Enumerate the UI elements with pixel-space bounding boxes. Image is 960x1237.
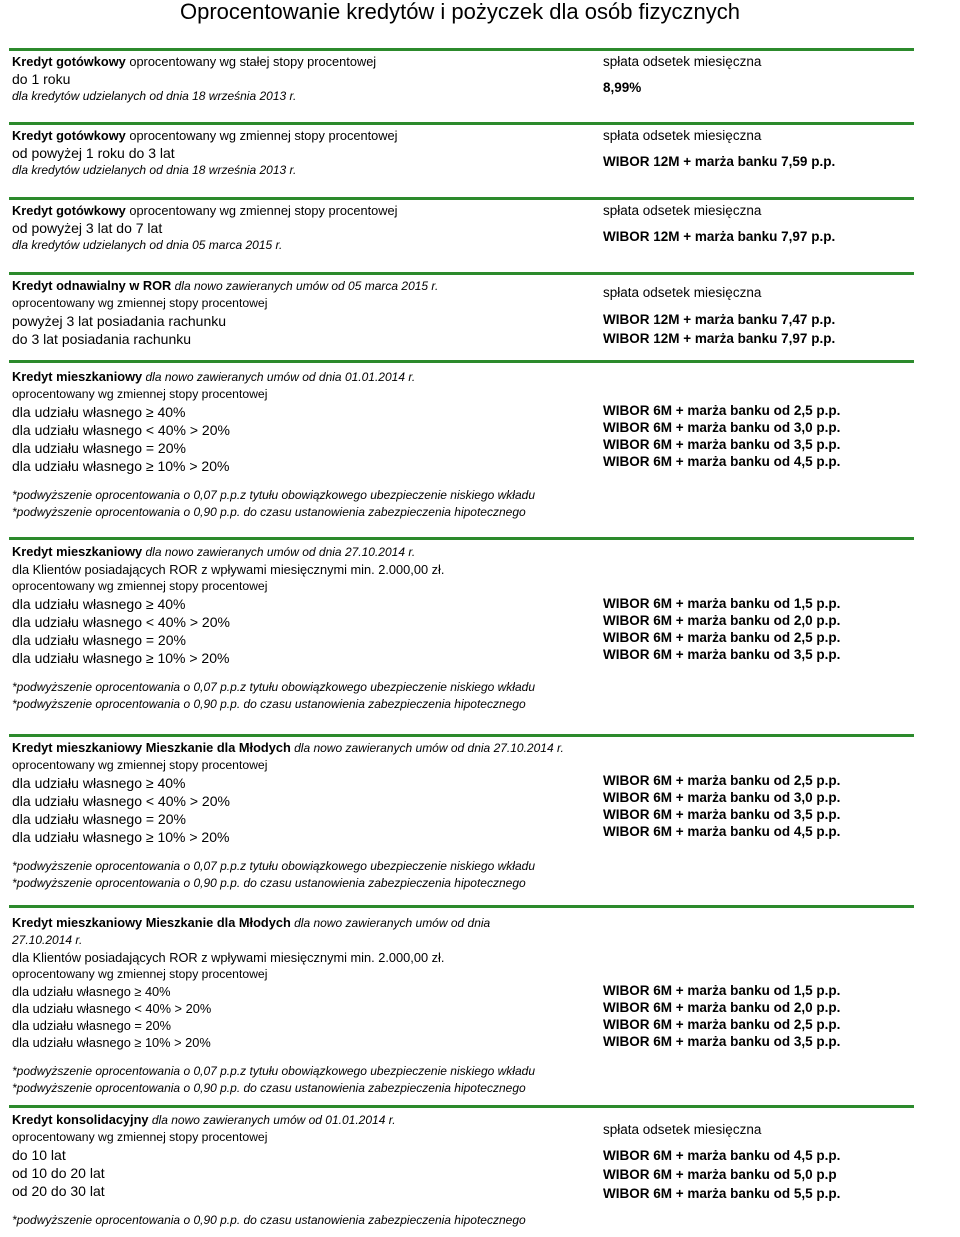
footnote: *podwyższenie oprocentowania o 0,90 p.p. do czasu ustanowienia zabezpieczenia hipotecznego xyxy=(12,1081,526,1095)
rate-value: WIBOR 6M + marża banku od 2,5 p.p. xyxy=(603,403,841,418)
rate-value: WIBOR 6M + marża banku od 2,0 p.p. xyxy=(603,1000,841,1015)
rate-type: oprocentowany wg zmiennej stopy procentowej xyxy=(12,1130,268,1144)
client-condition: dla Klientów posiadających ROR z wpływami miesięcznymi min. 2.000,00 zł. xyxy=(12,950,445,965)
offer-date: dla nowo zawieranych umów od 05 marca 2015 r. xyxy=(171,279,439,293)
rate-value: WIBOR 6M + marża banku od 3,5 p.p. xyxy=(603,1034,841,1049)
term-row: powyżej 3 lat posiadania rachunku xyxy=(12,313,227,329)
validity-note: dla kredytów udzielanych od dnia 18 września 2013 r. xyxy=(12,163,297,177)
footnote: *podwyższenie oprocentowania o 0,90 p.p. do czasu ustanowienia zabezpieczenia hipotecznego xyxy=(12,1213,526,1227)
own-contribution-row: dla udziału własnego < 40% > 20% xyxy=(12,793,230,809)
rate-value: WIBOR 6M + marża banku od 2,0 p.p. xyxy=(603,613,841,628)
offer-date: dla nowo zawieranych umów od 01.01.2014 r. xyxy=(148,1113,396,1127)
own-contribution-row: dla udziału własnego ≥ 10% > 20% xyxy=(12,1035,211,1050)
rate-value: WIBOR 12M + marża banku 7,47 p.p. xyxy=(603,312,836,327)
product-name: Kredyt mieszkaniowy Mieszkanie dla Młodych xyxy=(12,740,291,755)
rate-type: oprocentowany wg zmiennej stopy procentowej xyxy=(12,387,268,401)
term-row: do 3 lat posiadania rachunku xyxy=(12,331,192,347)
term: od powyżej 1 roku do 3 lat xyxy=(12,145,175,161)
repayment-label: spłata odsetek miesięczna xyxy=(603,285,762,300)
validity-note: dla kredytów udzielanych od dnia 05 marca 2015 r. xyxy=(12,238,283,252)
offer-date: dla nowo zawieranych umów od dnia 27.10.2014 r. xyxy=(142,545,416,559)
rate-type: oprocentowany wg zmiennej stopy procentowej xyxy=(125,128,398,143)
section-divider xyxy=(9,360,914,363)
rate-value: WIBOR 6M + marża banku od 2,5 p.p. xyxy=(603,630,841,645)
offer-date: dla nowo zawieranych umów od dnia 27.10.2014 r. xyxy=(290,741,564,755)
footnote: *podwyższenie oprocentowania o 0,90 p.p. do czasu ustanowienia zabezpieczenia hipotecznego xyxy=(12,876,526,890)
client-condition: dla Klientów posiadających ROR z wpływami miesięcznymi min. 2.000,00 zł. xyxy=(12,562,445,577)
own-contribution-row: dla udziału własnego = 20% xyxy=(12,811,186,827)
own-contribution-row: dla udziału własnego ≥ 40% xyxy=(12,404,186,420)
own-contribution-row: dla udziału własnego ≥ 40% xyxy=(12,596,186,612)
own-contribution-row: dla udziału własnego = 20% xyxy=(12,632,186,648)
term-row: od 20 do 30 lat xyxy=(12,1183,105,1199)
product-name: Kredyt konsolidacyjny xyxy=(12,1112,149,1127)
rate-value: WIBOR 6M + marża banku od 1,5 p.p. xyxy=(603,983,841,998)
footnote: *podwyższenie oprocentowania o 0,07 p.p.z tytułu obowiązkowego ubezpieczenie niskiego wkładu xyxy=(12,1064,535,1078)
own-contribution-row: dla udziału własnego = 20% xyxy=(12,1018,172,1033)
repayment-label: spłata odsetek miesięczna xyxy=(603,1122,762,1137)
term: od powyżej 3 lat do 7 lat xyxy=(12,220,163,236)
rate-value: WIBOR 6M + marża banku od 4,5 p.p. xyxy=(603,454,841,469)
section-divider xyxy=(9,197,914,200)
rate-type: oprocentowany wg stałej stopy procentowej xyxy=(125,54,377,69)
rate-value: WIBOR 6M + marża banku od 3,0 p.p. xyxy=(603,420,841,435)
repayment-label: spłata odsetek miesięczna xyxy=(603,128,762,143)
rate-type: oprocentowany wg zmiennej stopy procentowej xyxy=(125,203,398,218)
footnote: *podwyższenie oprocentowania o 0,07 p.p.z tytułu obowiązkowego ubezpieczenie niskiego wkładu xyxy=(12,488,535,502)
product-name: Kredyt gotówkowy xyxy=(12,128,126,143)
footnote: *podwyższenie oprocentowania o 0,90 p.p. do czasu ustanowienia zabezpieczenia hipotecznego xyxy=(12,697,526,711)
product-name: Kredyt gotówkowy xyxy=(12,54,126,69)
section-divider xyxy=(9,272,914,275)
rate-value: WIBOR 6M + marża banku od 5,0 p.p xyxy=(603,1167,837,1182)
rate-value: WIBOR 6M + marża banku od 2,5 p.p. xyxy=(603,1017,841,1032)
rate-value: WIBOR 6M + marża banku od 1,5 p.p. xyxy=(603,596,841,611)
rate-value: WIBOR 6M + marża banku od 3,5 p.p. xyxy=(603,647,841,662)
product-name: Kredyt mieszkaniowy xyxy=(12,369,143,384)
own-contribution-row: dla udziału własnego = 20% xyxy=(12,440,186,456)
product-name: Kredyt mieszkaniowy xyxy=(12,544,143,559)
rate-value: WIBOR 6M + marża banku od 4,5 p.p. xyxy=(603,1148,841,1163)
term: do 1 roku xyxy=(12,71,71,87)
section-divider xyxy=(9,905,914,908)
own-contribution-row: dla udziału własnego < 40% > 20% xyxy=(12,614,230,630)
product-name: Kredyt odnawialny w ROR xyxy=(12,278,172,293)
rate-type: oprocentowany wg zmiennej stopy procentowej xyxy=(12,758,268,772)
section-divider xyxy=(9,48,914,51)
rate-value: WIBOR 12M + marża banku 7,97 p.p. xyxy=(603,331,836,346)
term-row: do 10 lat xyxy=(12,1147,66,1163)
product-name: Kredyt gotówkowy xyxy=(12,203,126,218)
term-row: od 10 do 20 lat xyxy=(12,1165,105,1181)
section-divider xyxy=(9,734,914,737)
repayment-label: spłata odsetek miesięczna xyxy=(603,203,762,218)
footnote: *podwyższenie oprocentowania o 0,07 p.p.z tytułu obowiązkowego ubezpieczenie niskiego wkładu xyxy=(12,859,535,873)
own-contribution-row: dla udziału własnego ≥ 10% > 20% xyxy=(12,458,230,474)
page-title: Oprocentowanie kredytów i pożyczek dla osób fizycznych xyxy=(179,0,741,24)
rate-value: WIBOR 6M + marża banku od 2,5 p.p. xyxy=(603,773,841,788)
rate-value: WIBOR 12M + marża banku 7,97 p.p. xyxy=(603,229,836,244)
section-divider xyxy=(9,537,914,540)
own-contribution-row: dla udziału własnego ≥ 40% xyxy=(12,984,171,999)
offer-date: dla nowo zawieranych umów od dnia 01.01.2014 r. xyxy=(142,370,416,384)
footnote: *podwyższenie oprocentowania o 0,07 p.p.z tytułu obowiązkowego ubezpieczenie niskiego wkładu xyxy=(12,680,535,694)
validity-note: dla kredytów udzielanych od dnia 18 września 2013 r. xyxy=(12,89,297,103)
rate-type: oprocentowany wg zmiennej stopy procentowej xyxy=(12,579,268,593)
rate-value: WIBOR 6M + marża banku od 5,5 p.p. xyxy=(603,1186,841,1201)
own-contribution-row: dla udziału własnego ≥ 40% xyxy=(12,775,186,791)
offer-date: dla nowo zawieranych umów od dnia xyxy=(290,916,491,930)
rate-value: 8,99% xyxy=(603,80,642,95)
product-name: Kredyt mieszkaniowy Mieszkanie dla Młodych xyxy=(12,915,291,930)
rate-value: WIBOR 6M + marża banku od 3,5 p.p. xyxy=(603,437,841,452)
rate-value: WIBOR 6M + marża banku od 3,5 p.p. xyxy=(603,807,841,822)
offer-date-continued: 27.10.2014 r. xyxy=(12,933,83,947)
rate-value: WIBOR 12M + marża banku 7,59 p.p. xyxy=(603,154,836,169)
rate-type: oprocentowany wg zmiennej stopy procentowej xyxy=(12,296,268,310)
rate-type: oprocentowany wg zmiennej stopy procentowej xyxy=(12,967,268,981)
own-contribution-row: dla udziału własnego < 40% > 20% xyxy=(12,422,230,438)
section-divider xyxy=(9,1105,914,1108)
own-contribution-row: dla udziału własnego ≥ 10% > 20% xyxy=(12,829,230,845)
own-contribution-row: dla udziału własnego ≥ 10% > 20% xyxy=(12,650,230,666)
rate-value: WIBOR 6M + marża banku od 3,0 p.p. xyxy=(603,790,841,805)
footnote: *podwyższenie oprocentowania o 0,90 p.p. do czasu ustanowienia zabezpieczenia hipotecznego xyxy=(12,505,526,519)
rate-value: WIBOR 6M + marża banku od 4,5 p.p. xyxy=(603,824,841,839)
own-contribution-row: dla udziału własnego < 40% > 20% xyxy=(12,1001,212,1016)
repayment-label: spłata odsetek miesięczna xyxy=(603,54,762,69)
section-divider xyxy=(9,122,914,125)
